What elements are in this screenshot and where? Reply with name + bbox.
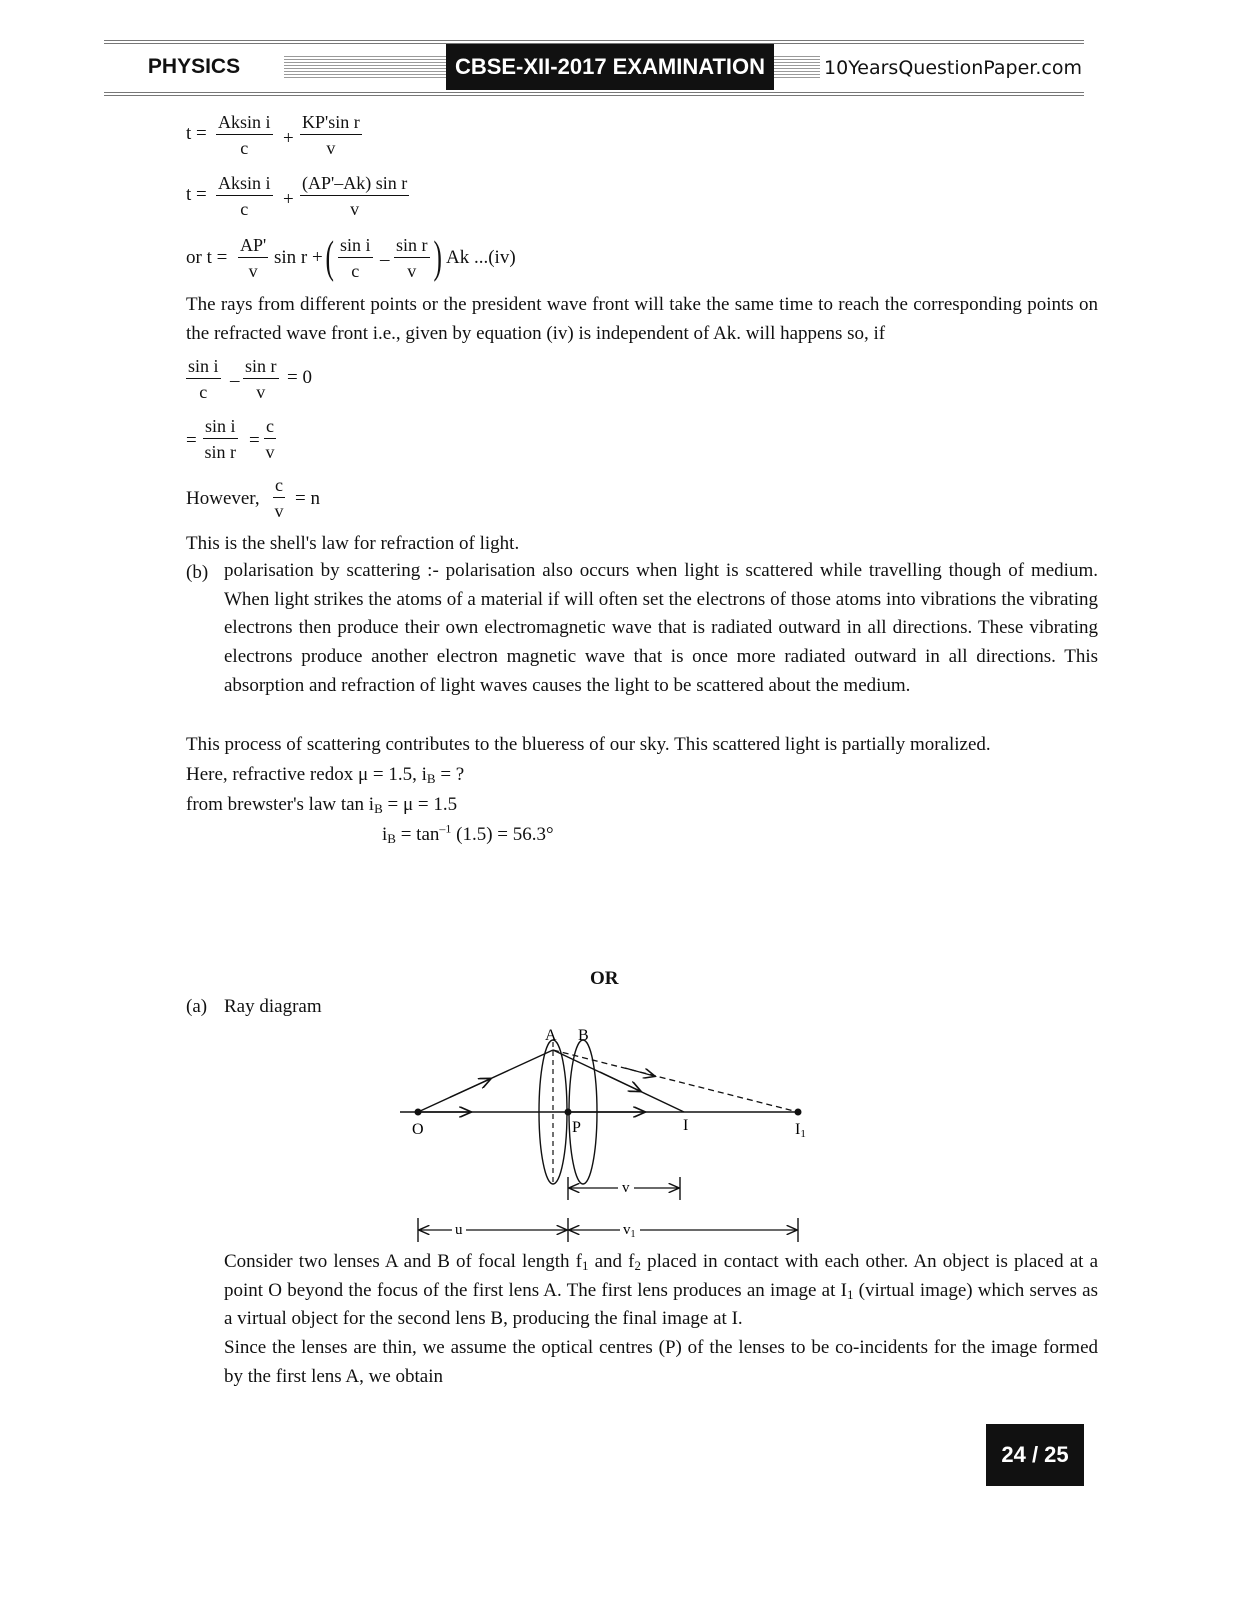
- label-i1: I1: [795, 1121, 806, 1140]
- label-u: u: [455, 1222, 463, 1238]
- part-b-text: polarisation by scattering :- polarisation also occurs when light is scattered while travelling though of medium. When light strikes the atoms of a material if will often set the electrons of those atoms into vibrations the vibrating electrons then produce their own electromagnetic wave that is radiated outward in all directions. These vibrating electrons produce another electron magnetic wave that is once more radiated outward in all directions. This absorption and refraction of light waves causes the light to be scattered about the medium.: [224, 560, 1098, 696]
- point-o: [415, 1109, 422, 1116]
- eq2-frac2: $\frac{\text{(AP'–Ak) sin r}}{v}$: [302, 173, 408, 219]
- label-v: v: [622, 1180, 630, 1196]
- brewster-result: $i_B = \tan^{-1} (1.5) = 56.3^\circ$: [382, 821, 554, 846]
- exam-title: CBSE-XII-2017 EXAMINATION: [446, 44, 774, 90]
- label-o: O: [412, 1121, 424, 1138]
- eq3-frac3: $\frac{\text{sin r}}{v}$: [396, 235, 428, 281]
- snell-line: This is the shell's law for refraction of light.: [186, 533, 520, 554]
- label-v1: $v_1$: [623, 1222, 636, 1240]
- eq2-frac1: $\frac{\text{Aksin i}}{c}$: [218, 173, 271, 219]
- label-b: B: [578, 1027, 589, 1044]
- eq5-frac1: $\frac{\text{sin i}}{\text{sin r}}$: [204, 416, 236, 462]
- brewster-line: from brewster's law $\tan i_B = \mu = 1.5$: [186, 794, 458, 816]
- eq4-frac1: $\frac{\text{sin i}}{c}$: [188, 356, 219, 402]
- point-p: [565, 1109, 572, 1116]
- paragraph-two-lenses: Consider two lenses A and B of focal length $f_1$ and $f_2$ placed in contact with each other. An object is placed at a point O beyond the focus of the first lens A. The first lens produces an image at $I_1$ (virtual image) which serves as a virtual object for the second lens B, producing the final image at I.: [224, 1251, 1099, 1330]
- eq5-frac2: $\frac{c}{v}$: [265, 416, 275, 462]
- part-b-label: (b): [186, 562, 209, 583]
- part-a-title: Ray diagram: [224, 996, 322, 1017]
- label-p: P: [572, 1119, 581, 1136]
- eq1-frac2: $\frac{\text{KP'sin r}}{v}$: [302, 112, 360, 158]
- eq1-frac1: $\frac{\text{Aksin i}}{c}$: [218, 112, 271, 158]
- scattering-line: This process of scattering contributes to the blueress of our sky. This scattered light is partially moralized.: [186, 734, 991, 755]
- eq6-frac: $\frac{c}{v}$: [274, 475, 284, 521]
- subject-label: PHYSICS: [104, 46, 284, 88]
- eq4-frac2: $\frac{\text{sin r}}{v}$: [245, 356, 277, 402]
- part-a-label: (a): [186, 996, 208, 1017]
- ray-diagram: [390, 1020, 830, 1250]
- eq3-frac2: $\frac{\text{sin i}}{c}$: [340, 235, 371, 281]
- refractive-index-line: Here, refractive redox μ = 1.5, $i_B$ = ?: [186, 764, 465, 786]
- eq3-frac1: $\frac{AP'}{v}$: [240, 235, 267, 281]
- paragraph-wavefront: The rays from different points or the president wave front will take the same time to reach the corresponding points on the refracted wave front i.e., given by equation (iv) is independent of Ak. will happens so, if: [186, 294, 1098, 344]
- or-heading: OR: [590, 968, 619, 989]
- eq1-lhs: t =: [186, 123, 207, 144]
- paragraph-optical-centres: Since the lenses are thin, we assume the optical centres (P) of the lenses to be co-incidents for the image formed by the first lens A, we obtain: [224, 1337, 1098, 1387]
- virtual-ray: [553, 1050, 798, 1112]
- point-i1: [795, 1109, 802, 1116]
- label-a: A: [545, 1027, 557, 1044]
- site-name: 10YearsQuestionPaper.com: [820, 48, 1086, 88]
- page-number: 24 / 25: [986, 1424, 1084, 1486]
- label-i: I: [683, 1117, 689, 1134]
